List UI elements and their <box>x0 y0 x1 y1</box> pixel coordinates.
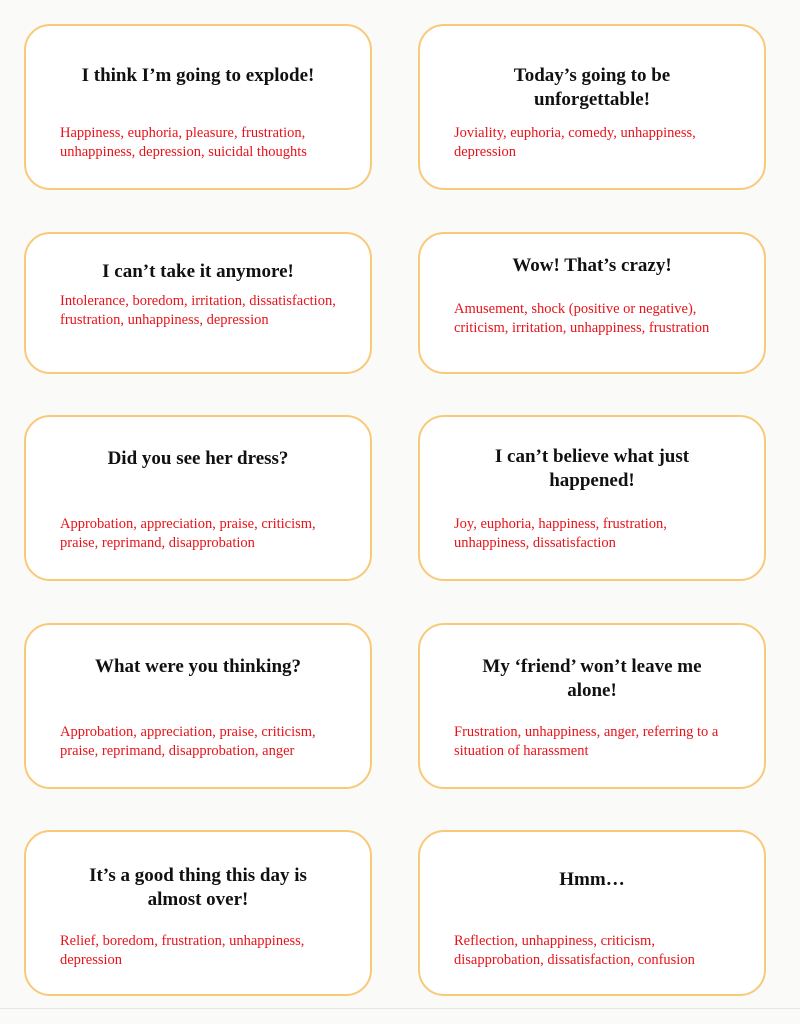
card-description: Approbation, appreciation, praise, criticism, praise, reprimand, disapprobation, anger <box>60 724 316 759</box>
phrase-card <box>24 24 372 190</box>
phrase-card <box>418 415 766 581</box>
card-description: Joviality, euphoria, comedy, unhappiness, depression <box>454 125 696 160</box>
card-description: Frustration, unhappiness, anger, referring to a situation of harassment <box>454 724 719 759</box>
phrase-card <box>418 623 766 789</box>
phrase-card <box>24 415 372 581</box>
card-title: I can’t take it anymore! <box>102 261 294 282</box>
phrase-card <box>418 830 766 996</box>
card-description: Relief, boredom, frustration, unhappiness, depression <box>60 933 305 968</box>
card-title: Hmm… <box>559 869 625 890</box>
phrase-card <box>24 830 372 996</box>
card-description: Amusement, shock (positive or negative), criticism, irritation, unhappiness, frustration <box>454 301 710 336</box>
card-title: What were you thinking? <box>94 656 302 677</box>
card-title: I think I’m going to explode! <box>81 65 315 86</box>
phrase-card <box>418 232 766 374</box>
card-description: Joy, euphoria, happiness, frustration, unhappiness, dissatisfaction <box>454 516 667 551</box>
card-title: It’s a good thing this day is almost over! <box>89 865 307 910</box>
card-title: My ‘friend’ won’t leave me alone! <box>482 656 702 701</box>
card-description: Reflection, unhappiness, criticism, disapprobation, dissatisfaction, confusion <box>454 933 695 968</box>
card-title: Today’s going to be unforgettable! <box>513 65 671 110</box>
card-title: Wow! That’s crazy! <box>512 255 672 276</box>
card-description: Approbation, appreciation, praise, criticism, praise, reprimand, disapprobation <box>60 516 316 551</box>
phrase-card <box>24 623 372 789</box>
card-description: Happiness, euphoria, pleasure, frustration, unhappiness, depression, suicidal thoughts <box>60 125 307 160</box>
card-title: I can’t believe what just happened! <box>494 446 690 491</box>
card-title: Did you see her dress? <box>107 448 289 469</box>
card-description: Intolerance, boredom, irritation, dissatisfaction, frustration, unhappiness, depression <box>60 293 336 328</box>
phrase-card <box>418 24 766 190</box>
phrase-card <box>24 232 372 374</box>
page-bottom-divider <box>0 1008 800 1009</box>
